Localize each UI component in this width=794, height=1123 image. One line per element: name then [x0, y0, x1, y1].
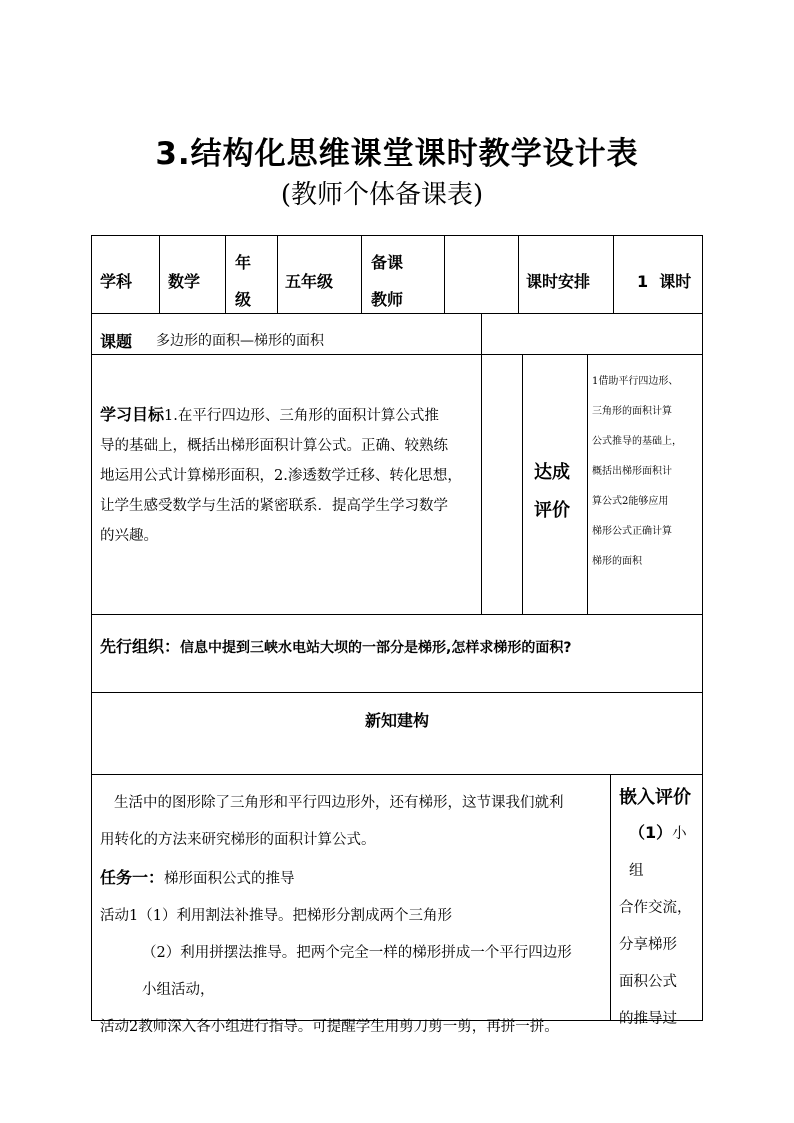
- objectives-line: 导的基础上，概括出梯形面积计算公式。正确、较熟练: [100, 438, 448, 454]
- row-divider: [92, 692, 702, 693]
- evaluation-line: 算公式2能够应用: [592, 496, 669, 507]
- lesson-body: [100, 785, 608, 1046]
- grade-label: 年: [235, 253, 252, 272]
- col-divider: [361, 236, 362, 313]
- section-heading: 新知建构: [364, 711, 429, 730]
- activity-line: 小组活动，: [142, 982, 215, 998]
- col-divider: [587, 354, 588, 614]
- lesson-plan-table: [91, 235, 703, 1035]
- evaluation-line: 1借助平行四边形、: [592, 376, 679, 387]
- evaluation-line: 三角形的面积计算: [592, 406, 672, 417]
- activity-line: 活动1（1）利用割法补推导。把梯形分割成两个三角形: [100, 908, 452, 924]
- grade-value: 五年级: [285, 272, 334, 291]
- teacher-label: 教师: [371, 290, 404, 309]
- objectives-line: 1.在平行四边形、三角形的面积计算公式推: [164, 408, 439, 424]
- objectives-block: [100, 400, 480, 551]
- schedule-value: 1 课时: [637, 272, 692, 291]
- objectives-line: 地运用公式计算梯形面积，2.渗透数学迁移、转化思想，: [100, 468, 462, 484]
- task-text: 梯形面积公式的推导: [164, 871, 295, 887]
- subject-label: 学科: [100, 272, 133, 291]
- topic-label: 课题: [100, 332, 133, 351]
- objectives-line: 的兴趣。: [100, 528, 158, 544]
- activity-line: （2）利用拼摆法推导。把两个完全一样的梯形拼成一个平行四边形: [142, 945, 572, 961]
- col-divider: [518, 236, 519, 313]
- advance-organizer-label: 先行组织：: [100, 637, 181, 656]
- task-label: 任务一：: [100, 868, 165, 887]
- activity-line: 活动2教师深入各小组进行指导。可提醒学生用剪刀剪一剪，再拼一拼。: [100, 1019, 559, 1035]
- embedded-eval-line: 的推导过: [619, 1011, 677, 1027]
- embedded-eval-line: 分享梯形: [619, 937, 677, 953]
- evaluation-label: 评价: [534, 500, 570, 521]
- evaluation-line: 梯形的面积: [592, 556, 642, 567]
- teacher-label: 备课: [371, 253, 404, 272]
- grade-label: 级: [235, 290, 252, 309]
- row-divider: [92, 614, 702, 615]
- advance-organizer: [100, 634, 571, 657]
- col-divider: [613, 236, 614, 313]
- evaluation-line: 公式推导的基础上，: [592, 436, 682, 447]
- row-divider: [92, 313, 702, 314]
- schedule-label: 课时安排: [526, 272, 591, 291]
- evaluation-line: 概括出梯形面积计: [592, 466, 672, 477]
- embedded-eval-body: [619, 814, 701, 1038]
- col-divider: [159, 236, 160, 313]
- lesson-intro: 用转化的方法来研究梯形的面积计算公式。: [100, 832, 376, 848]
- embedded-eval-line: 合作交流，: [619, 900, 692, 916]
- subject-value: 数学: [168, 272, 201, 291]
- topic-value: 多边形的面积—梯形的面积: [156, 333, 324, 349]
- evaluation-label: 达成: [534, 462, 570, 483]
- page-subtitle: (教师个体备课表): [280, 180, 484, 210]
- objectives-label: 学习目标: [100, 405, 165, 424]
- embedded-eval-num: （1）: [629, 823, 673, 842]
- evaluation-line: 梯形公式正确计算: [592, 526, 672, 537]
- embedded-eval-heading: 嵌入评价: [619, 787, 691, 808]
- col-divider: [444, 236, 445, 313]
- col-divider: [522, 354, 523, 614]
- lesson-intro: 生活中的图形除了三角形和平行四边形外，还有梯形，这节课我们就利: [114, 795, 564, 811]
- embedded-eval-line: 小组: [629, 826, 687, 879]
- row-divider: [92, 354, 702, 355]
- advance-organizer-text: 信息中提到三峡水电站大坝的一部分是梯形,怎样求梯形的面积?: [180, 640, 572, 656]
- objectives-line: 让学生感受数学与生活的紧密联系．提高学生学习数学: [100, 498, 448, 514]
- col-divider: [225, 236, 226, 313]
- page-title: 3.结构化思维课堂课时教学设计表: [155, 136, 639, 172]
- col-divider: [277, 236, 278, 313]
- col-divider: [481, 313, 482, 614]
- evaluation-criteria: [592, 367, 700, 577]
- embedded-eval-line: 面积公式: [619, 974, 677, 990]
- col-divider: [610, 774, 611, 1020]
